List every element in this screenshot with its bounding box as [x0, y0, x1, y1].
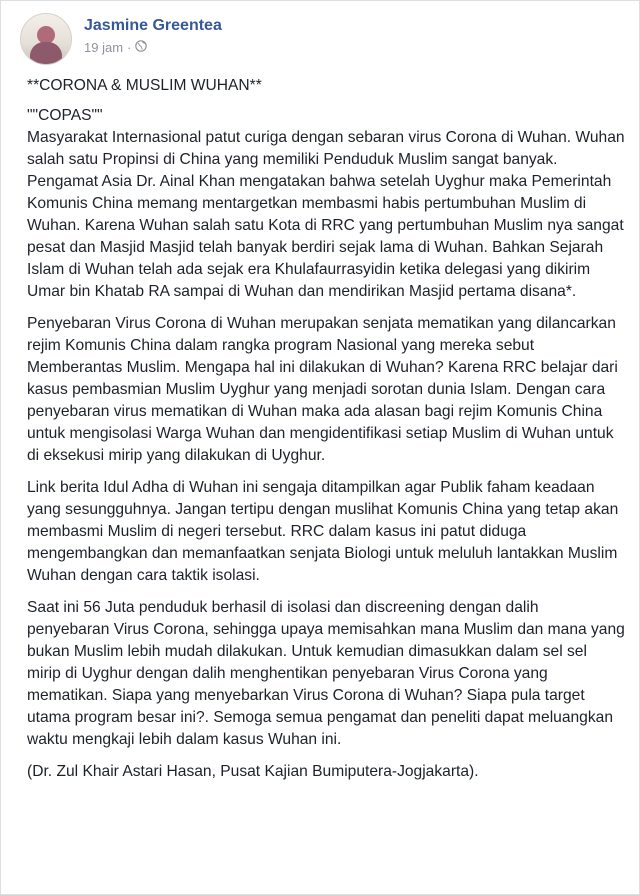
post-copas-label: ""COPAS"" [27, 107, 103, 124]
post-signature: (Dr. Zul Khair Astari Hasan, Pusat Kajian Bumiputera-Jogjakarta). [27, 763, 479, 780]
post-headline: **CORONA & MUSLIM WUHAN** [27, 77, 262, 94]
author-avatar[interactable] [20, 13, 72, 65]
post-meta [84, 40, 222, 55]
post-paragraph: Saat ini 56 Juta penduduk berhasil di isolasi dan discreening dengan dalih penyebaran Virus Corona, sehingga upaya memisahkan mana Muslim dan mana yang bukan Muslim lebih mudah dilakukan. Untuk kemudian dimasukkan dalam sel sel mirip di Uyghur dengan dalih menghentikan penyebaran Virus Corona yang mematikan. Siapa yang menyebarkan Virus Corona di Wuhan? Siapa pula target utama program besar ini?. Semoga semua pengamat dan peneliti dapat meluangkan waktu mengkaji lebih dalam kasus Wuhan ini. [27, 599, 625, 748]
post-paragraph: Masyarakat Internasional patut curiga dengan sebaran virus Corona di Wuhan. Wuhan salah satu Propinsi di China yang memiliki Penduduk Muslim sangat banyak. Pengamat Asia Dr. Ainal Khan mengatakan bahwa setelah Uyghur maka Pemerintah Komunis China memang mentargetkan membasmi habis pertumbuhan Muslim di Wuhan. Karena Wuhan salah satu Kota di RRC yang pertumbuhan Muslim nya sangat pesat dan Masjid Masjid telah banyak berdiri sejak lama di Wuhan. Bahkan Sejarah Islam di Wuhan telah ada sejak era Khulafaurrasyidin ketika delegasi yang dikirim Umar bin Khatab RA sampai di Wuhan dan mendirikan Masjid pertama disana*. [27, 129, 625, 300]
post-header [20, 13, 222, 65]
meta-separator: · [127, 40, 132, 55]
author-name[interactable]: Jasmine Greentea [84, 17, 222, 34]
avatar-body [30, 42, 62, 65]
globe-icon[interactable] [135, 40, 147, 55]
post-body [27, 75, 625, 793]
author-block [84, 16, 222, 55]
post-paragraph: Link berita Idul Adha di Wuhan ini sengaja ditampilkan agar Publik faham keadaan yang sesungguhnya. Jangan tertipu dengan muslihat Komunis China yang tetap akan membasmi Muslim di negeri tersebut. RRC dalam kasus ini patut diduga mengembangkan dan memanfaatkan senjata Biologi untuk meluluh lantakkan Muslim Wuhan dengan cara taktik isolasi. [27, 479, 619, 584]
post-timestamp[interactable]: 19 jam [84, 40, 124, 55]
post-paragraph: Penyebaran Virus Corona di Wuhan merupakan senjata mematikan yang dilancarkan rejim Komunis China dalam rangka program Nasional yang mereka sebut Memberantas Muslim. Mengapa hal ini dilakukan di Wuhan? Karena RRC belajar dari kasus pembasmian Muslim Uyghur yang menjadi sorotan dunia Islam. Dengan cara penyebaran virus mematikan di Wuhan maka ada alasan bagi rejim Komunis China untuk mengisolasi Warga Wuhan dan mengidentifikasi setiap Muslim di Wuhan untuk di eksekusi mirip yang dilakukan di Uyghur. [27, 315, 618, 464]
